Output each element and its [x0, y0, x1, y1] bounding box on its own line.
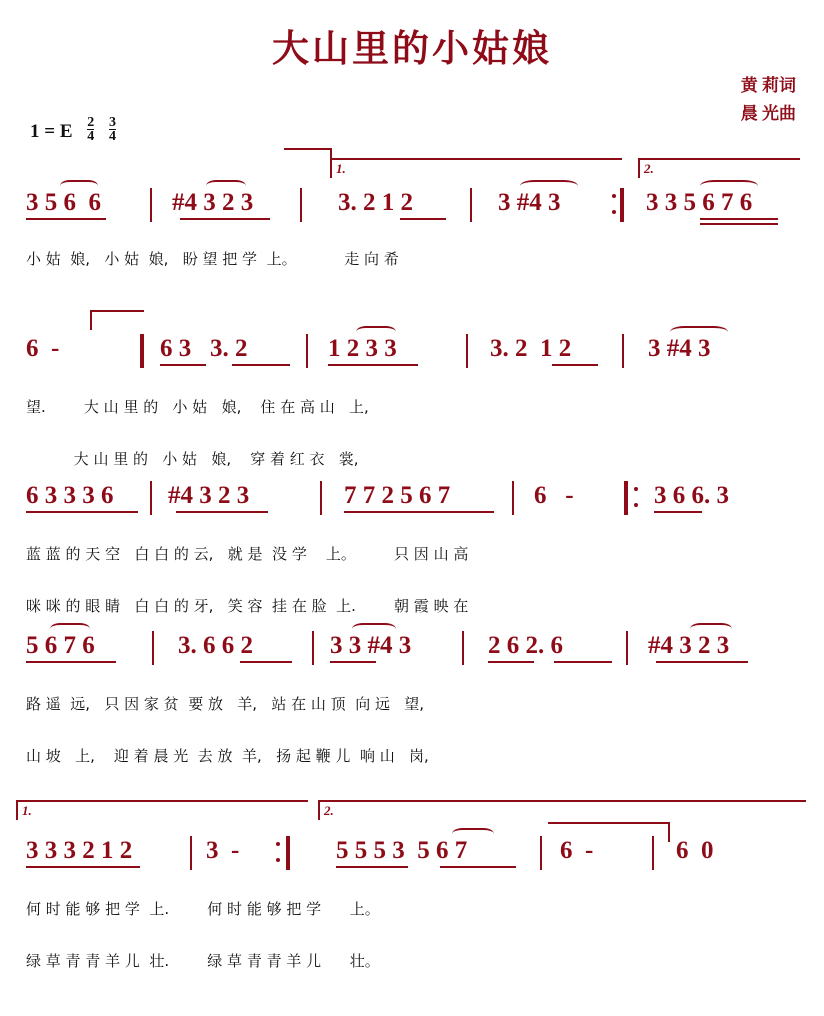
- barline: [470, 188, 472, 222]
- lyric-line: 小 姑 娘, 小 姑 娘, 盼 望 把 学 上。 走 向 希: [26, 250, 399, 268]
- beam: [400, 218, 446, 220]
- slur: [520, 180, 578, 192]
- note-group: 3 3 #4 3: [330, 632, 412, 659]
- barline: [140, 334, 144, 368]
- note-group: 2 6 2. 6: [488, 632, 563, 659]
- beam: [654, 511, 702, 513]
- note-group: 6 -: [534, 482, 574, 509]
- beam: [240, 661, 292, 663]
- lyric-line: 大 山 里 的 小 姑 娘, 穿 着 红 衣 裳,: [26, 450, 359, 468]
- notes-row-1: [0, 190, 824, 242]
- beam: [488, 661, 534, 663]
- beam: [176, 511, 268, 513]
- notes-row-5: [0, 838, 824, 890]
- lyrics-row-5b: [0, 950, 824, 980]
- notes-row-4: [0, 633, 824, 685]
- beam: [26, 511, 138, 513]
- composer-credit: 晨 光曲: [740, 104, 796, 123]
- barline: [320, 481, 322, 515]
- note-group: 6 3 3 3 6: [26, 482, 114, 509]
- beam: [440, 866, 516, 868]
- slur: [670, 326, 728, 338]
- repeat-barline: [620, 188, 624, 222]
- key-label: 1 = E: [30, 121, 73, 142]
- repeat-dot: [634, 487, 638, 491]
- lyrics-row-3a: [0, 543, 824, 573]
- barline: [190, 836, 192, 870]
- repeat-dot: [276, 858, 280, 862]
- beam: [26, 661, 116, 663]
- lyric-line: 蓝 蓝 的 天 空 白 白 的 云, 就 是 没 学 上。 只 因 山 高: [26, 545, 469, 563]
- volta-bracket-2: 2.: [318, 800, 806, 820]
- slur: [60, 180, 98, 192]
- repeat-barline: [624, 481, 628, 515]
- slur: [206, 180, 246, 192]
- barline: [652, 836, 654, 870]
- note-group: 3. 2 1 2: [490, 335, 572, 362]
- lyrics-row-4b: [0, 745, 824, 775]
- volta-bracket-2: 2.: [638, 158, 800, 178]
- time-signature-1: $\frac{2}{4}$: [87, 115, 95, 144]
- beam: [160, 364, 206, 366]
- barline: [626, 631, 628, 665]
- beam: [232, 364, 290, 366]
- beam: [656, 661, 748, 663]
- beam: [552, 364, 598, 366]
- lyrics-row-2a: [0, 396, 824, 426]
- beam: [336, 866, 408, 868]
- note-group: 3. 2 1 2: [338, 189, 413, 216]
- beam: [700, 223, 778, 225]
- repeat-dot: [276, 842, 280, 846]
- beam: [700, 218, 778, 220]
- barline: [466, 334, 468, 368]
- note-group: 7 7 2 5 6 7: [344, 482, 451, 509]
- lyric-line: 山 坡 上, 迎 着 晨 光 去 放 羊, 扬 起 鞭 儿 响 山 岗,: [26, 747, 429, 765]
- time-signature-2: $\frac{3}{4}$: [109, 115, 116, 144]
- repeat-dot: [634, 503, 638, 507]
- slur: [50, 623, 90, 635]
- beam: [330, 661, 376, 663]
- lyric-line: 路 遥 远, 只 因 家 贫 要 放 羊, 站 在 山 顶 向 远 望,: [26, 695, 425, 713]
- beam: [26, 866, 140, 868]
- beam: [344, 511, 494, 513]
- lyric-line: 望. 大 山 里 的 小 姑 娘, 住 在 高 山 上,: [26, 398, 369, 416]
- barline: [540, 836, 542, 870]
- slur: [452, 828, 494, 840]
- note-group: 3 -: [206, 837, 240, 864]
- lyrics-row-1: [0, 248, 824, 278]
- slur: [690, 623, 732, 635]
- beam: [180, 218, 270, 220]
- barline: [300, 188, 302, 222]
- note-group: 3 3 5 6 7 6: [646, 189, 753, 216]
- barline: [312, 631, 314, 665]
- phrase-bracket: [284, 148, 332, 168]
- phrase-bracket: [90, 310, 144, 330]
- note-group: 5 6 7 6: [26, 632, 95, 659]
- note-group: 3 6 6. 3: [654, 482, 729, 509]
- note-group: 6 -: [26, 335, 60, 362]
- volta-bracket-1: 1.: [330, 158, 622, 178]
- volta-bracket-1: 1.: [16, 800, 308, 820]
- lyrics-row-4a: [0, 693, 824, 723]
- system-2: [0, 300, 824, 468]
- note-group: 6 3 3. 2: [160, 335, 248, 362]
- system-4: [0, 605, 824, 765]
- lyric-line: 何 时 能 够 把 学 上. 何 时 能 够 把 学 上。: [26, 900, 380, 918]
- lyricist-credit: 黄 莉词: [740, 76, 796, 95]
- beam: [554, 661, 612, 663]
- note-group: 5 5 5 3 5 6 7: [336, 837, 468, 864]
- barline: [150, 481, 152, 515]
- note-group: 3 #4 3: [648, 335, 711, 362]
- notes-row-2: [0, 336, 824, 388]
- note-group: #4 3 2 3: [168, 482, 250, 509]
- note-group: #4 3 2 3: [172, 189, 254, 216]
- lyrics-row-5a: [0, 898, 824, 928]
- barline: [622, 334, 624, 368]
- beam: [328, 364, 418, 366]
- key-signature: [30, 116, 116, 143]
- repeat-dot: [612, 210, 616, 214]
- note-group: 3 #4 3: [498, 189, 561, 216]
- repeat-dot: [612, 194, 616, 198]
- barline: [306, 334, 308, 368]
- system-5: [0, 790, 824, 970]
- note-group: 3 3 3 2 1 2: [26, 837, 133, 864]
- barline: [152, 631, 154, 665]
- system-3: [0, 455, 824, 615]
- barline: [150, 188, 152, 222]
- slur: [356, 326, 396, 338]
- credits: [741, 72, 796, 128]
- slur: [700, 180, 758, 192]
- note-group: 1 2 3 3: [328, 335, 397, 362]
- lyric-line: 绿 草 青 青 羊 儿 壮. 绿 草 青 青 羊 儿 壮。: [26, 952, 380, 970]
- notes-row-3: [0, 483, 824, 535]
- note-group: 6 0: [676, 837, 714, 864]
- system-1: [0, 150, 824, 268]
- barline: [512, 481, 514, 515]
- beam: [26, 218, 106, 220]
- slur: [352, 623, 396, 635]
- barline: [462, 631, 464, 665]
- lyric-line: 咪 咪 的 眼 睛 白 白 的 牙, 笑 容 挂 在 脸 上. 朝 霞 映 在: [26, 597, 469, 615]
- repeat-barline: [286, 836, 290, 870]
- note-group: 3 5 6 6: [26, 189, 101, 216]
- note-group: #4 3 2 3: [648, 632, 730, 659]
- note-group: 3. 6 6 2: [178, 632, 253, 659]
- note-group: 6 -: [560, 837, 594, 864]
- page-title: 大山里的小姑娘: [272, 27, 552, 70]
